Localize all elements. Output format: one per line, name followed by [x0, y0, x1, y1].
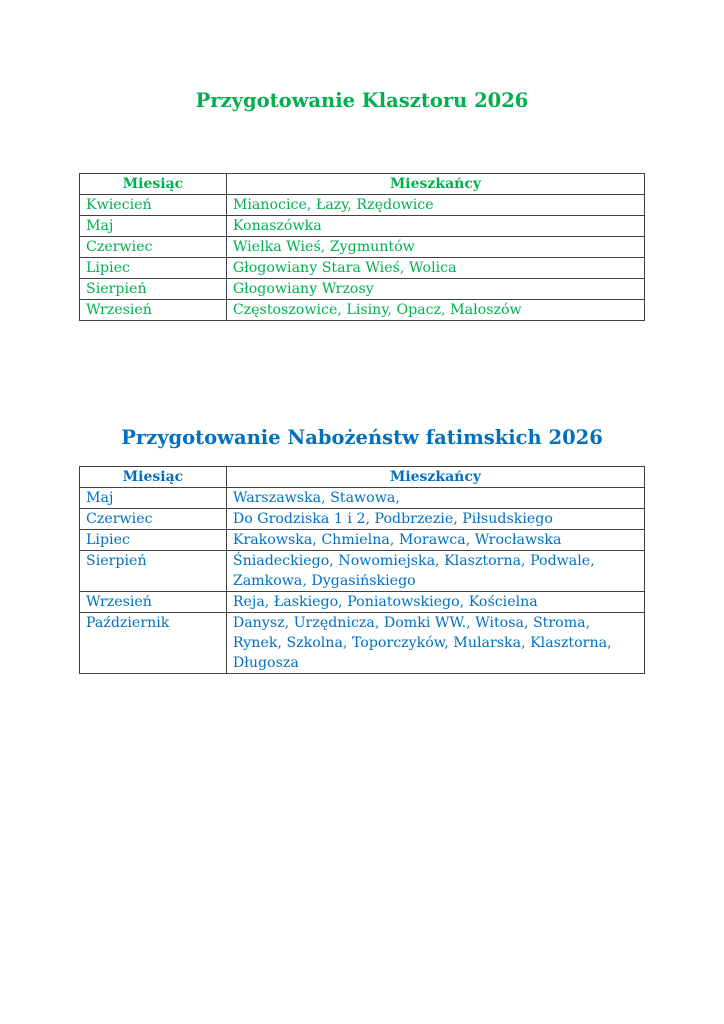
- table-row: [80, 216, 645, 237]
- month-cell: Październik: [80, 613, 227, 674]
- residents-cell: Częstoszowice, Lisiny, Opacz, Małoszów: [226, 300, 644, 321]
- residents-cell: Warszawska, Stawowa,: [226, 488, 644, 509]
- fatimskie-table: [79, 466, 645, 674]
- month-cell: Sierpień: [80, 551, 227, 592]
- month-cell: Lipiec: [80, 258, 227, 279]
- table-row: [80, 258, 645, 279]
- table-row: [80, 551, 645, 592]
- month-cell: Kwiecień: [80, 195, 227, 216]
- residents-cell: Śniadeckiego, Nowomiejska, Klasztorna, Podwale, Zamkowa, Dygasińskiego: [226, 551, 644, 592]
- month-cell: Czerwiec: [80, 509, 227, 530]
- residents-cell: Krakowska, Chmielna, Morawca, Wrocławska: [226, 530, 644, 551]
- residents-cell: Do Grodziska 1 i 2, Podbrzezie, Piłsudskiego: [226, 509, 644, 530]
- table-row: [80, 488, 645, 509]
- month-column-header: Miesiąc: [80, 174, 227, 195]
- klasztor-title: Przygotowanie Klasztoru 2026: [195, 89, 529, 112]
- month-cell: Wrzesień: [80, 300, 227, 321]
- table-row: [80, 592, 645, 613]
- residents-column-header: Mieszkańcy: [226, 467, 644, 488]
- month-cell: Lipiec: [80, 530, 227, 551]
- table-row: [80, 613, 645, 674]
- month-cell: Maj: [80, 488, 227, 509]
- table-row: [80, 195, 645, 216]
- residents-cell: Danysz, Urzędnicza, Domki WW., Witosa, Stroma, Rynek, Szkolna, Toporczyków, Mularska, Klasztorna, Długosza: [226, 613, 644, 674]
- table-row: [80, 300, 645, 321]
- fatimskie-title: Przygotowanie Nabożeństw fatimskich 2026: [121, 426, 603, 449]
- table-row: [80, 509, 645, 530]
- month-column-header: Miesiąc: [80, 467, 227, 488]
- residents-cell: Reja, Łaskiego, Poniatowskiego, Kościelna: [226, 592, 644, 613]
- residents-column-header: Mieszkańcy: [226, 174, 644, 195]
- table-row: [80, 237, 645, 258]
- table-header-row: [80, 174, 645, 195]
- residents-cell: Głogowiany Stara Wieś, Wolica: [226, 258, 644, 279]
- residents-cell: Mianocice, Łazy, Rzędowice: [226, 195, 644, 216]
- table-row: [80, 530, 645, 551]
- table-header-row: [80, 467, 645, 488]
- residents-cell: Konaszówka: [226, 216, 644, 237]
- month-cell: Czerwiec: [80, 237, 227, 258]
- month-cell: Sierpień: [80, 279, 227, 300]
- residents-cell: Głogowiany Wrzosy: [226, 279, 644, 300]
- month-cell: Wrzesień: [80, 592, 227, 613]
- month-cell: Maj: [80, 216, 227, 237]
- table-row: [80, 279, 645, 300]
- klasztor-table: [79, 173, 645, 321]
- residents-cell: Wielka Wieś, Zygmuntów: [226, 237, 644, 258]
